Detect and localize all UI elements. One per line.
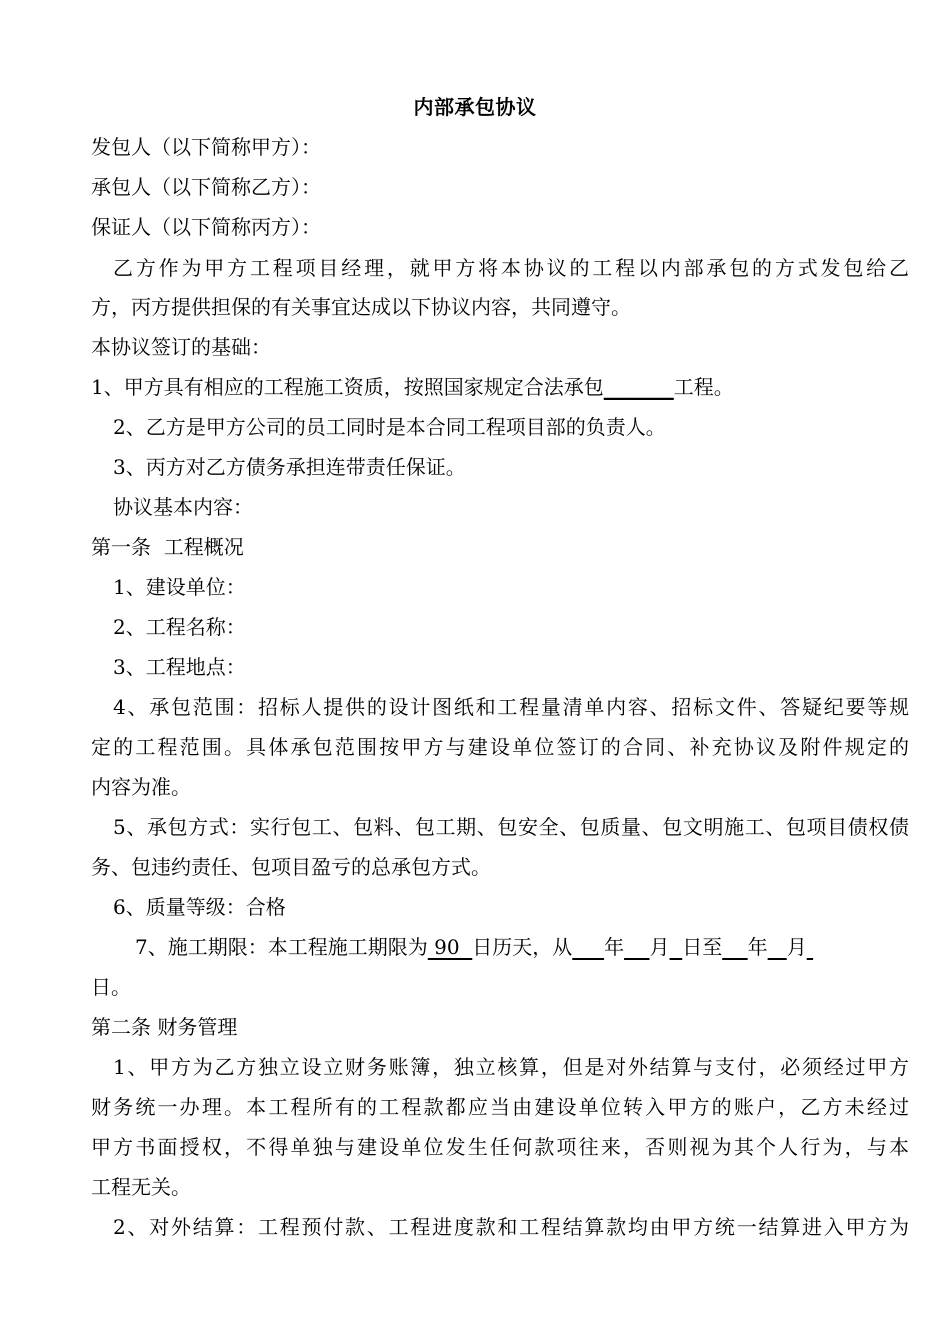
guarantor-line: 保证人（以下简称丙方）： bbox=[91, 215, 321, 239]
contract-mode-line-2: 务、包违约责任、包项目盈亏的总承包方式。 bbox=[91, 855, 491, 879]
project-name-blank: _______ bbox=[603, 375, 674, 399]
finance-line-3: 甲方书面授权，不得单独与建设单位发生任何款项往来，否则视为其个人行为，与本 bbox=[91, 1135, 909, 1159]
document-title: 内部承包协议 bbox=[413, 95, 537, 119]
start-month-blank bbox=[624, 932, 649, 962]
scope-line-3: 内容为准。 bbox=[91, 775, 191, 799]
end-year-blank bbox=[722, 932, 747, 962]
scope-line-1: 4、承包范围：招标人提供的设计图纸和工程量清单内容、招标文件、答疑纪要等规 bbox=[113, 695, 909, 719]
project-location-line: 3、工程地点： bbox=[113, 655, 246, 679]
basis-item-1-text: 1、甲方具有相应的工程施工资质，按照国家规定合法承包 bbox=[91, 375, 604, 399]
construction-period-end: 日。 bbox=[91, 975, 131, 999]
finance-line-1: 1、甲方为乙方独立设立财务账簿，独立核算，但是对外结算与支付，必须经过甲方 bbox=[113, 1055, 909, 1079]
start-month-label: 月 bbox=[649, 935, 670, 959]
start-day-blank bbox=[670, 932, 683, 962]
start-day-label: 日至 bbox=[682, 935, 723, 959]
finance-line-2: 财务统一办理。本工程所有的工程款都应当由建设单位转入甲方的账户，乙方未经过 bbox=[91, 1095, 909, 1119]
party-b-line: 承包人（以下简称乙方）： bbox=[91, 175, 321, 199]
end-month-label: 月 bbox=[786, 935, 807, 959]
project-name-line: 2、工程名称： bbox=[113, 615, 246, 639]
basis-heading: 本协议签订的基础： bbox=[91, 335, 271, 359]
intro-paragraph-line-1: 乙方作为甲方工程项目经理，就甲方将本协议的工程以内部承包的方式发包给乙 bbox=[113, 256, 909, 280]
contract-mode-line-1: 5、承包方式：实行包工、包料、包工期、包安全、包质量、包文明施工、包项目债权债 bbox=[113, 815, 909, 839]
start-year-label: 年 bbox=[604, 935, 625, 959]
article-1-heading: 第一条 工程概况 bbox=[91, 535, 244, 559]
basis-item-3: 3、丙方对乙方债务承担连带责任保证。 bbox=[113, 455, 466, 479]
start-year-blank bbox=[572, 932, 604, 962]
period-days-label: 日历天，从 bbox=[472, 935, 573, 959]
end-month-blank bbox=[768, 932, 787, 962]
quality-grade-line: 6、质量等级：合格 bbox=[113, 895, 286, 919]
end-day-blank bbox=[807, 932, 813, 962]
basis-item-1 bbox=[91, 372, 909, 402]
content-heading: 协议基本内容： bbox=[113, 495, 253, 519]
settlement-line-1: 2、对外结算：工程预付款、工程进度款和工程结算款均由甲方统一结算进入甲方为 bbox=[113, 1215, 909, 1239]
period-prefix: 7、施工期限：本工程施工期限为 bbox=[135, 935, 428, 959]
end-year-label: 年 bbox=[747, 935, 768, 959]
basis-item-2: 2、乙方是甲方公司的员工同时是本合同工程项目部的负责人。 bbox=[113, 415, 666, 439]
construction-unit-line: 1、建设单位： bbox=[113, 575, 246, 599]
intro-paragraph-line-2: 方，丙方提供担保的有关事宜达成以下协议内容，共同遵守。 bbox=[91, 295, 631, 319]
construction-period-line bbox=[135, 932, 950, 962]
finance-line-4: 工程无关。 bbox=[91, 1175, 191, 1199]
article-2-heading: 第二条 财务管理 bbox=[91, 1015, 238, 1039]
period-days-blank: 90 bbox=[427, 935, 473, 959]
party-a-line: 发包人（以下简称甲方）： bbox=[91, 135, 321, 159]
basis-item-1-suffix: 工程。 bbox=[673, 375, 734, 399]
scope-line-2: 定的工程范围。具体承包范围按甲方与建设单位签订的合同、补充协议及附件规定的 bbox=[91, 735, 909, 759]
